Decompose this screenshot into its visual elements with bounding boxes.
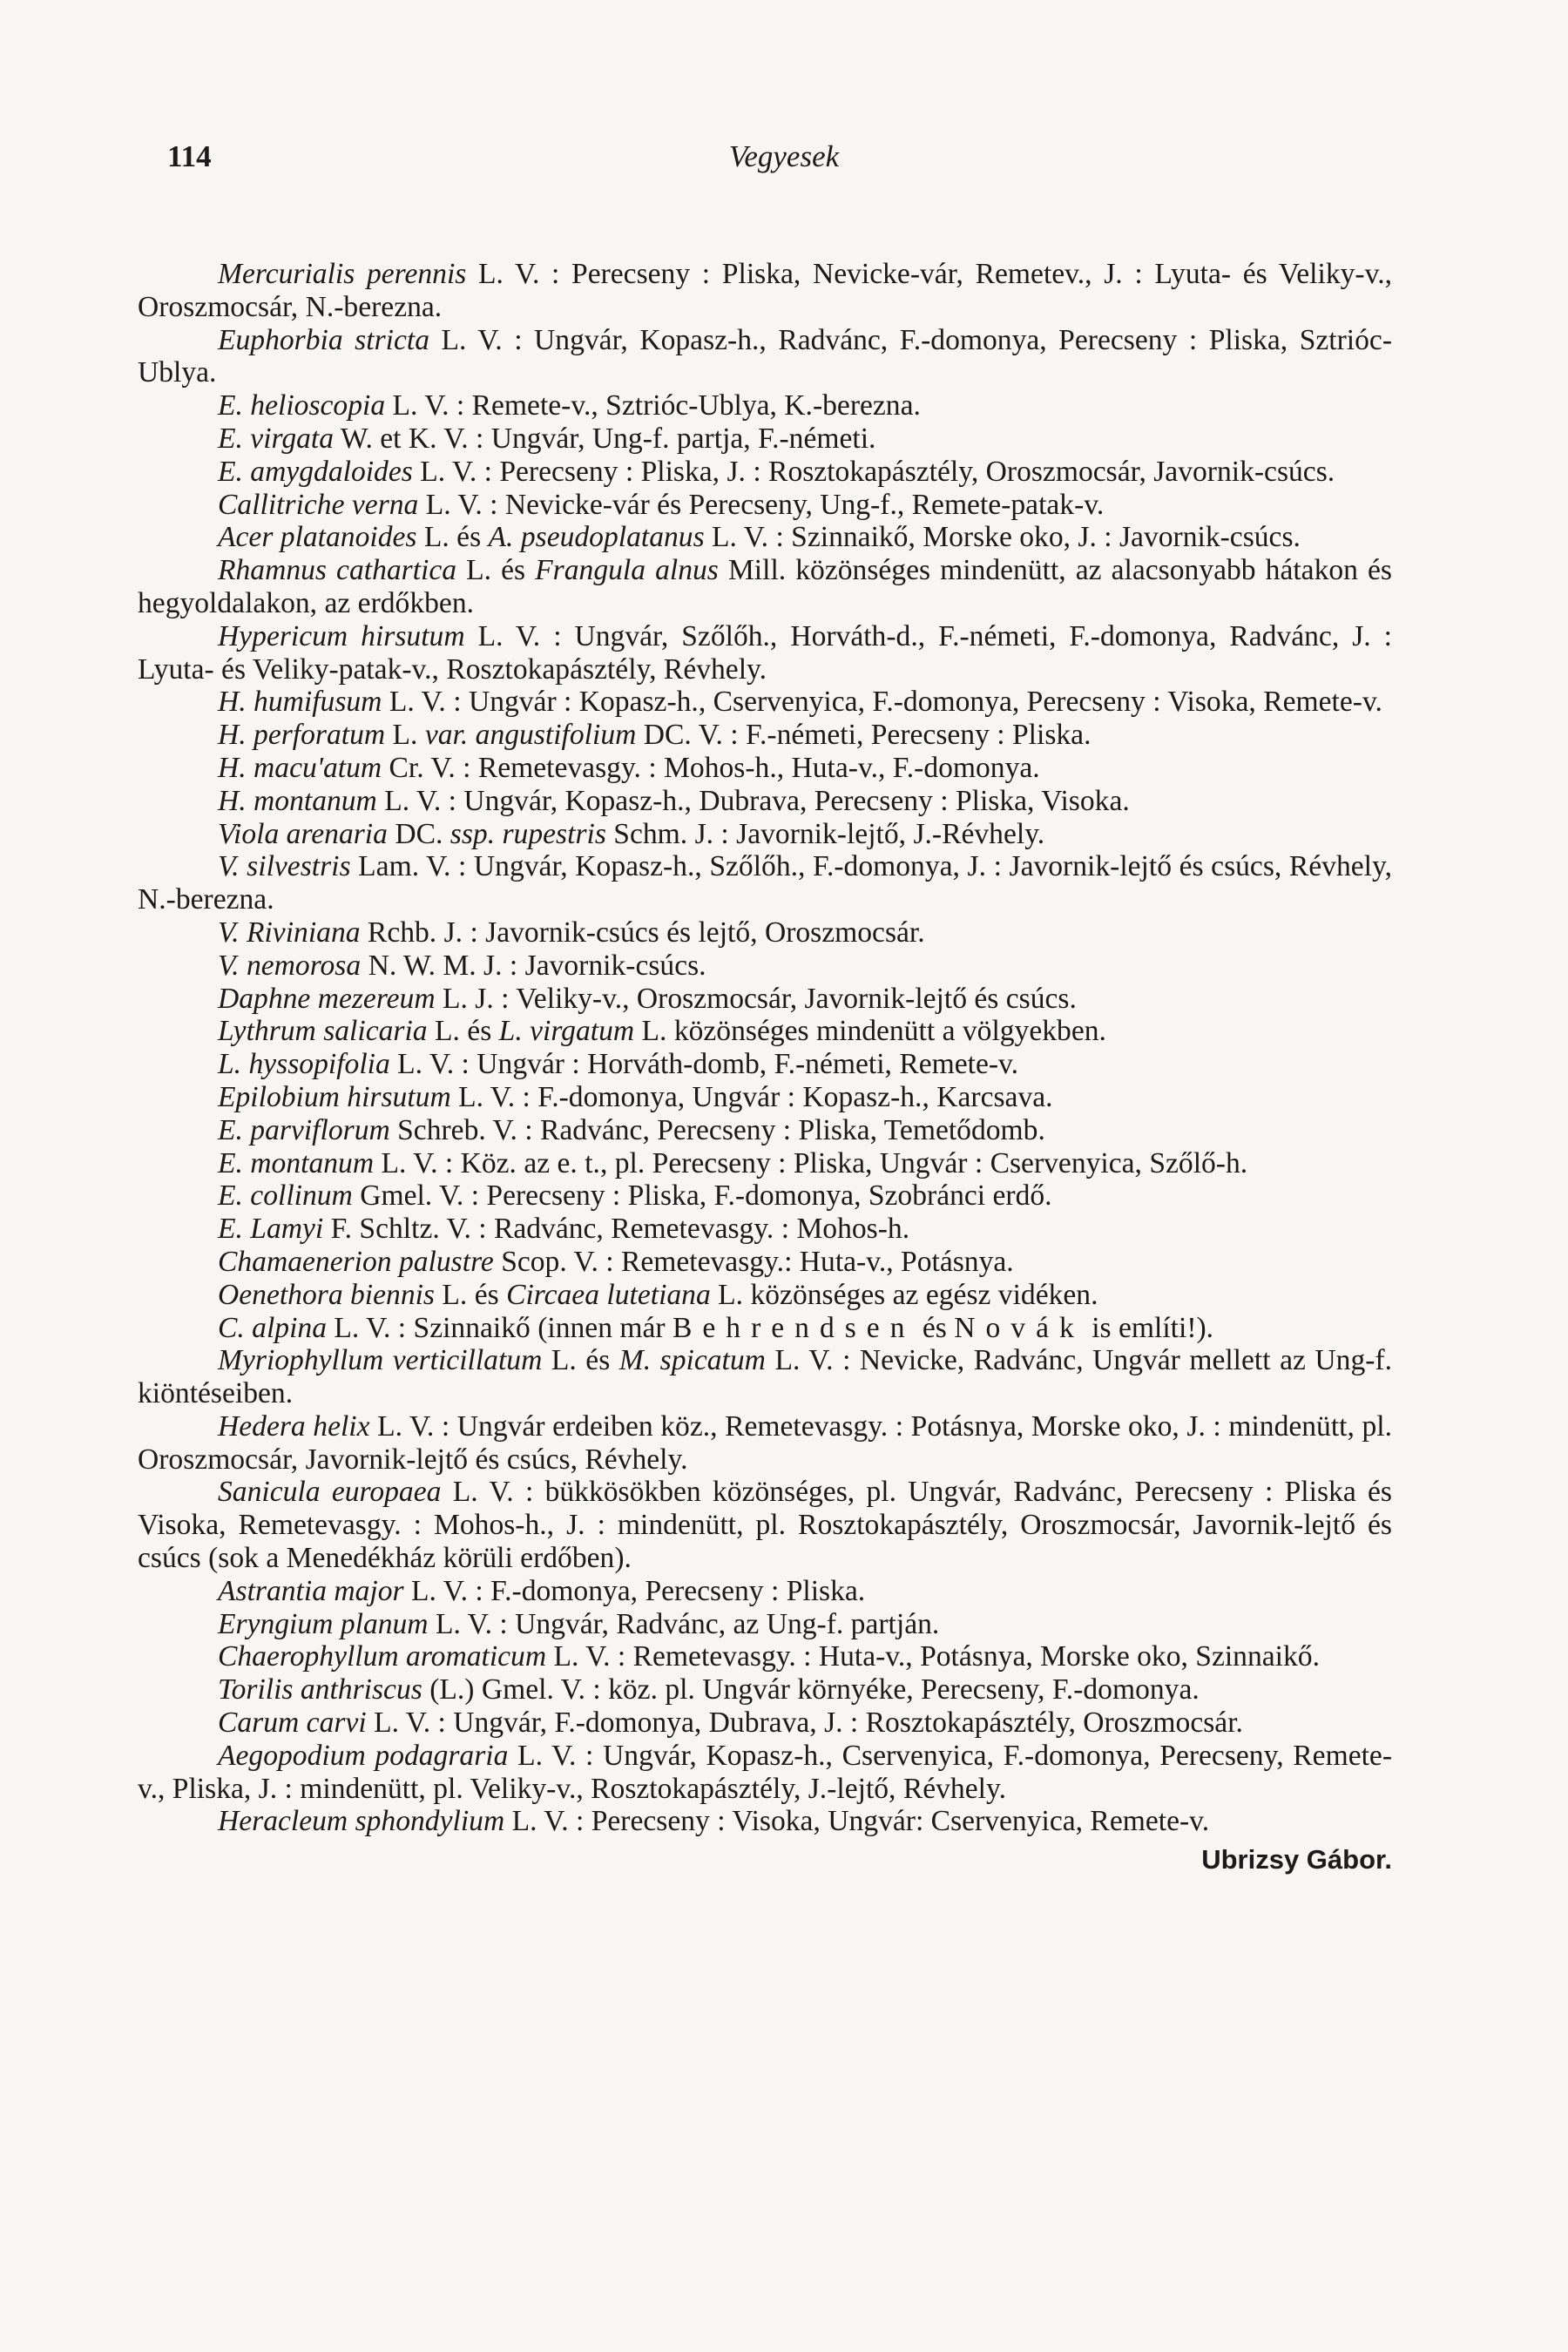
species-entry	[138, 1575, 1392, 1608]
entry-text: L. V. : Szinnaikő (innen már	[327, 1311, 672, 1344]
species-entry	[138, 456, 1392, 489]
entry-text: Lam. V. : Ungvár, Kopasz-h., Szőlőh., F.-domonya, J. : Javornik-lejtő és csúcs, Révhely, N.-berezna.	[138, 850, 1392, 916]
species-entry	[138, 1147, 1392, 1180]
taxon-name: Eryngium planum	[218, 1607, 429, 1640]
entry-text: L. V. : Szinnaikő, Morske oko, J. : Javornik-csúcs.	[704, 521, 1301, 554]
species-entry	[138, 1608, 1392, 1641]
entry-text: L. V. : Perecseny : Pliska, J. : Rosztokapásztély, Oroszmocsár, Javornik-csúcs.	[412, 455, 1335, 488]
taxon-name: L. hyssopifolia	[218, 1048, 390, 1081]
entry-text: L. V. : Ungvár, F.-domonya, Dubrava, J. : Rosztokapásztély, Oroszmocsár.	[366, 1707, 1243, 1740]
taxon-name: H. macu'atum	[218, 751, 382, 784]
taxon-name: Sanicula europaea	[218, 1476, 442, 1509]
entry-text: L. és	[416, 521, 489, 554]
entry-text: L. V. : F.-domonya, Ungvár : Kopasz-h., Karcsava.	[450, 1080, 1053, 1113]
taxon-name: E. helioscopia	[218, 389, 386, 422]
taxon-name: H. montanum	[218, 784, 377, 817]
taxon-name: E. montanum	[218, 1146, 375, 1179]
entry-text: F. Schltz. V. : Radvánc, Remetevasgy. : Mohos-h.	[323, 1213, 910, 1246]
entry-text: (L.) Gmel. V. : köz. pl. Ungvár környéke, Perecseny, F.-domonya.	[422, 1673, 1200, 1707]
author-citation: Novák	[954, 1311, 1085, 1344]
species-entry	[138, 983, 1392, 1016]
taxon-name: E. amygdaloides	[218, 455, 413, 488]
taxon-name: Acer platanoides	[218, 521, 417, 554]
taxon-name: E. virgata	[218, 422, 335, 455]
entry-text: L. és	[542, 1344, 619, 1377]
entry-text: L. V. : bükkösökben közönséges, pl. Ungvár, Radvánc, Perecseny : Pliska és Visoka, Remetevasgy. : Mohos-h., J. : mindenütt, pl. Rosztokapásztély, Oroszmocsár, Javornik-lejtő és csúcs (sok a Menedékház körüli erdőben).	[138, 1476, 1392, 1575]
entry-text: L. V. : Ungvár, Kopasz-h., Dubrava, Perecseny : Pliska, Visoka.	[376, 784, 1130, 817]
entry-text: L. közönséges mindenütt a völgyekben.	[634, 1015, 1106, 1048]
entry-text: L. V. : Ungvár : Horváth-domb, F.-németi, Remete-v.	[389, 1048, 1019, 1081]
species-entry	[138, 521, 1392, 554]
entry-text: Cr. V. : Remetevasgy. : Mohos-h., Huta-v., F.-domonya.	[382, 751, 1040, 784]
entry-text: L. V. : Ungvár : Kopasz-h., Cservenyica, F.-domonya, Perecseny : Visoka, Remete-v.	[382, 686, 1382, 719]
taxon-name: V. nemorosa	[218, 949, 362, 982]
entry-text: L. V. : Remete-v., Sztrióc-Ublya, K.-berezna.	[385, 389, 921, 422]
entry-text: N. W. M. J. : Javornik-csúcs.	[361, 949, 706, 982]
entry-text: L. és	[456, 554, 536, 587]
entry-text: Scop. V. : Remetevasgy.: Huta-v., Potásnya.	[493, 1245, 1014, 1278]
species-entry	[138, 950, 1392, 983]
species-entry	[138, 1312, 1392, 1345]
entry-text: Mill. közönséges mindenütt, az alacsonyabb hátakon és hegyoldalakon, az erdőkben.	[138, 554, 1392, 619]
taxon-name: Oenethora biennis	[218, 1278, 435, 1311]
entry-text: Rchb. J. : Javornik-csúcs és lejtő, Oroszmocsár.	[360, 916, 925, 949]
taxon-name: Rhamnus cathartica	[218, 554, 457, 587]
entry-text: L. V. : Ungvár erdeiben köz., Remetevasgy. : Potásnya, Morske oko, J. : mindenütt, pl. Oroszmocsár, Javornik-lejtő és csúcs, Révhely.	[138, 1409, 1392, 1476]
species-entry	[138, 422, 1392, 456]
taxon-name: Heracleum sphondylium	[218, 1805, 505, 1838]
species-entry	[138, 1213, 1392, 1246]
species-entry	[138, 1673, 1392, 1707]
entry-text: Gmel. V. : Perecseny : Pliska, F.-domonya, Szobránci erdő.	[352, 1179, 1052, 1213]
taxon-name: V. Riviniana	[218, 916, 361, 949]
entry-text: DC. V. : F.-németi, Perecseny : Pliska.	[636, 719, 1092, 752]
taxon-name: Lythrum salicaria	[218, 1015, 428, 1048]
species-entry	[138, 1707, 1392, 1740]
species-entry	[138, 1081, 1392, 1114]
entry-text: L. V. : Ungvár, Radvánc, az Ung-f. partján.	[428, 1607, 940, 1640]
species-entry	[138, 752, 1392, 785]
taxon-name: Circaea lutetiana	[506, 1278, 711, 1311]
entry-text: L. és	[427, 1015, 499, 1048]
entry-text: L. J. : Veliky-v., Oroszmocsár, Javornik-lejtő és csúcs.	[435, 982, 1077, 1015]
species-entry	[138, 818, 1392, 851]
taxon-name: Chamaenerion palustre	[218, 1245, 494, 1278]
entry-text: L. V. : Remetevasgy. : Huta-v., Potásnya, Morske oko, Szinnaikő.	[546, 1640, 1320, 1673]
entry-text: és	[915, 1311, 955, 1344]
entry-list	[138, 258, 1392, 1838]
species-entry	[138, 1476, 1392, 1574]
species-entry	[138, 850, 1392, 916]
taxon-name: Carum carvi	[218, 1707, 367, 1740]
species-entry	[138, 389, 1392, 422]
species-entry	[138, 1114, 1392, 1147]
page-number: 114	[167, 139, 212, 173]
species-entry	[138, 1410, 1392, 1477]
species-entry	[138, 686, 1392, 719]
taxon-name: E. parviflorum	[218, 1113, 390, 1146]
article-body	[138, 258, 1392, 1876]
species-entry	[138, 324, 1392, 390]
taxon-name: L. virgatum	[498, 1015, 635, 1048]
entry-text: L. V. : Perecseny : Pliska, Nevicke-vár, Remetev., J. : Lyuta- és Veliky-v., Oroszmocsár, N.-berezna.	[138, 258, 1392, 323]
running-head: Vegyesek	[728, 139, 840, 173]
taxon-name: Astrantia major	[218, 1574, 404, 1607]
entry-text: DC.	[387, 817, 450, 850]
page-header	[0, 139, 1568, 174]
entry-text: L. közönséges az egész vidéken.	[710, 1278, 1098, 1311]
species-entry	[138, 258, 1392, 324]
species-entry	[138, 1048, 1392, 1081]
taxon-name: H. humifusum	[218, 686, 382, 719]
taxon-name: Daphne mezereum	[218, 982, 436, 1015]
taxon-name: M. spicatum	[618, 1344, 766, 1377]
entry-text: L. V. : Perecseny : Visoka, Ungvár: Cservenyica, Remete-v.	[504, 1805, 1210, 1838]
species-entry	[138, 1640, 1392, 1673]
taxon-name: A. pseudoplatanus	[488, 521, 705, 554]
taxon-name: E. Lamyi	[218, 1213, 324, 1246]
taxon-name: Viola arenaria	[218, 817, 388, 850]
entry-text: L. V. : F.-domonya, Perecseny : Pliska.	[403, 1574, 866, 1607]
species-entry	[138, 719, 1392, 752]
species-entry	[138, 489, 1392, 522]
taxon-name: Aegopodium podagraria	[218, 1739, 509, 1772]
author-citation: Behrendsen	[672, 1311, 916, 1344]
species-entry	[138, 916, 1392, 950]
species-entry	[138, 1279, 1392, 1312]
taxon-name: Hedera helix	[218, 1409, 370, 1443]
taxon-name: Mercurialis perennis	[218, 258, 467, 290]
species-entry	[138, 1344, 1392, 1410]
taxon-name: Torilis anthriscus	[218, 1673, 422, 1707]
taxon-name: C. alpina	[218, 1311, 327, 1344]
entry-text: L. V. : Ungvár, Kopasz-h., Radvánc, F.-domonya, Perecseny : Pliska, Sztrióc-Ublya.	[138, 323, 1392, 389]
taxon-name: ssp. rupestris	[449, 817, 606, 850]
species-entry	[138, 1246, 1392, 1279]
species-entry	[138, 1740, 1392, 1806]
entry-text: L. V. : Nevicke-vár és Perecseny, Ung-f., Remete-patak-v.	[418, 488, 1105, 521]
taxon-name: Callitriche verna	[218, 488, 419, 521]
taxon-name: Chaerophyllum aromaticum	[218, 1640, 547, 1673]
species-entry	[138, 620, 1392, 686]
entry-text: L. V. : Nevicke, Radvánc, Ungvár mellett az Ung-f. kiöntéseiben.	[138, 1344, 1392, 1410]
taxon-name: Myriophyllum verticillatum	[218, 1344, 543, 1377]
entry-text: L. V. : Ungvár, Kopasz-h., Cservenyica, F.-domonya, Perecseny, Remete-v., Pliska, J. : mindenütt, pl. Veliky-v., Rosztokapásztély, J.-lejtő, Révhely.	[138, 1739, 1393, 1805]
species-entry	[138, 785, 1392, 818]
taxon-name: Euphorbia stricta	[218, 323, 429, 356]
entry-text: L. V. : Ungvár, Szőlőh., Horváth-d., F.-németi, F.-domonya, Radvánc, J. : Lyuta- és Veliky-patak-v., Rosztokapásztély, Révhely.	[138, 619, 1392, 686]
species-entry	[138, 1805, 1392, 1838]
taxon-name: V. silvestris	[218, 850, 351, 883]
species-entry	[138, 1015, 1392, 1048]
entry-text: is említi!).	[1084, 1311, 1214, 1344]
entry-text: L.	[385, 719, 425, 752]
entry-text: Schm. J. : Javornik-lejtő, J.-Révhely.	[605, 817, 1045, 850]
taxon-name: Hypericum hirsutum	[218, 619, 465, 652]
taxon-name: Frangula alnus	[535, 554, 719, 587]
entry-text: L. és	[435, 1278, 507, 1311]
entry-text: Schreb. V. : Radvánc, Perecseny : Pliska, Temetődomb.	[389, 1113, 1045, 1146]
author-signature: Ubrizsy Gábor.	[1201, 1844, 1392, 1876]
taxon-name: Epilobium hirsutum	[218, 1080, 451, 1113]
species-entry	[138, 1179, 1392, 1213]
taxon-name: var. angustifolium	[424, 719, 637, 752]
taxon-name: H. perforatum	[218, 719, 386, 752]
entry-text: W. et K. V. : Ungvár, Ung-f. partja, F.-németi.	[334, 422, 876, 455]
taxon-name: E. collinum	[218, 1179, 353, 1213]
species-entry	[138, 554, 1392, 620]
entry-text: L. V. : Köz. az e. t., pl. Perecseny : Pliska, Ungvár : Cservenyica, Szőlő-h.	[374, 1146, 1248, 1179]
